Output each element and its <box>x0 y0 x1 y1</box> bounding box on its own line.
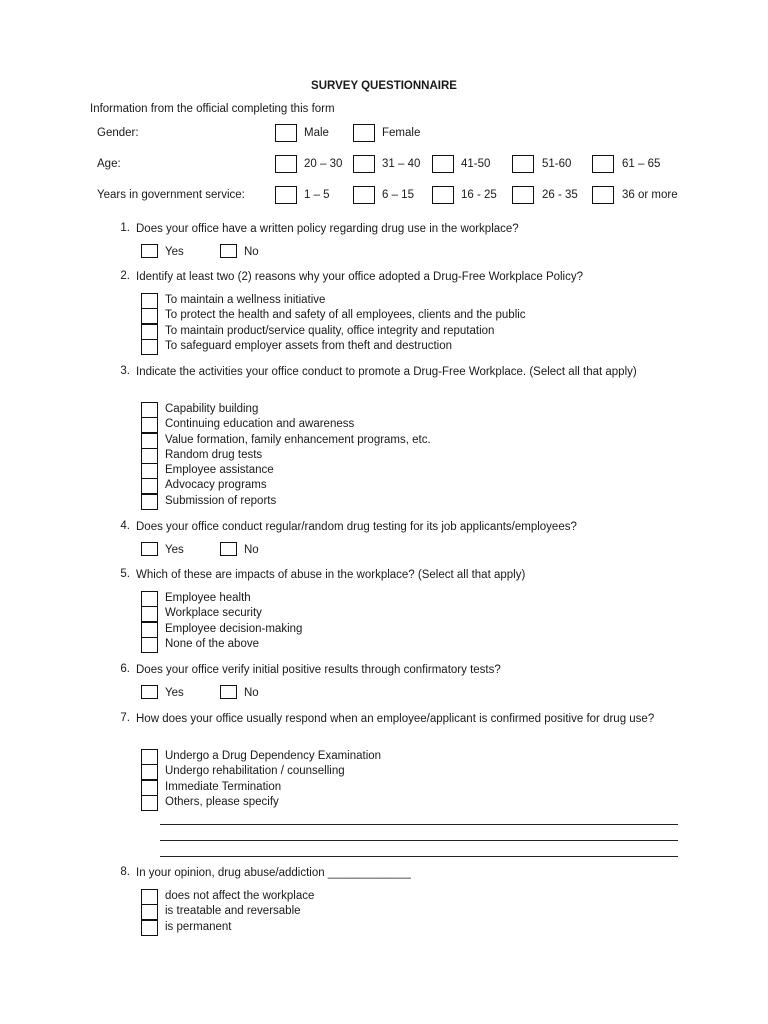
age-option-label: 31 – 40 <box>382 158 421 170</box>
gender-label: Gender: <box>97 127 139 139</box>
option-label: Employee assistance <box>165 464 274 477</box>
option-label: Submission of reports <box>165 494 277 507</box>
option-checkbox[interactable] <box>141 478 158 494</box>
years-option-checkbox[interactable] <box>353 186 375 204</box>
question-text: Indicate the activities your office conduct to promote a Drug-Free Workplace. (Select all that apply) <box>136 366 637 378</box>
years-option-label: 26 - 35 <box>542 189 578 201</box>
option-checkbox[interactable] <box>141 780 158 796</box>
option-checkbox[interactable] <box>141 293 158 309</box>
age-option-checkbox[interactable] <box>512 155 534 173</box>
option-checkbox[interactable] <box>141 433 158 449</box>
option-label: To protect the health and safety of all employees, clients and the public <box>165 309 526 322</box>
option-checkbox[interactable] <box>141 402 158 418</box>
q6-no-label: No <box>244 687 259 699</box>
option-label: Undergo a Drug Dependency Examination <box>165 750 382 762</box>
age-option-checkbox[interactable] <box>592 155 614 173</box>
option-label: is treatable and reversable <box>165 905 301 918</box>
option-label: Workplace security <box>165 607 262 620</box>
option-checkbox[interactable] <box>141 904 158 920</box>
option-label: Value formation, family enhancement programs, etc. <box>165 433 431 446</box>
specify-answer-line[interactable] <box>160 840 678 841</box>
age-option-checkbox[interactable] <box>432 155 454 173</box>
option-checkbox[interactable] <box>141 324 158 340</box>
q1-no-label: No <box>244 246 259 258</box>
option-checkbox[interactable] <box>141 764 158 780</box>
option-checkbox[interactable] <box>141 448 158 464</box>
q1-yes-label: Yes <box>165 246 184 258</box>
option-label: does not affect the workplace <box>165 890 315 902</box>
option-label: Random drug tests <box>165 448 263 461</box>
option-checkbox[interactable] <box>141 889 158 905</box>
question-number: 5. <box>120 568 130 580</box>
years-label: Years in government service: <box>97 189 245 201</box>
q6-no-checkbox[interactable] <box>220 685 237 699</box>
age-option-label: 41-50 <box>461 158 491 170</box>
years-option-label: 6 – 15 <box>382 189 414 201</box>
option-label: Continuing education and awareness <box>165 418 355 431</box>
option-label: Employee decision-making <box>165 622 303 635</box>
option-checkbox[interactable] <box>141 417 158 433</box>
q4-no-label: No <box>244 544 259 556</box>
question-text: Does your office conduct regular/random drug testing for its job applicants/employees? <box>136 521 577 533</box>
age-option-label: 51-60 <box>542 158 572 170</box>
option-label: Advocacy programs <box>165 479 267 492</box>
option-checkbox[interactable] <box>141 920 158 936</box>
specify-answer-line[interactable] <box>160 824 678 825</box>
option-label: To maintain product/service quality, office integrity and reputation <box>165 324 495 337</box>
intro-text: Information from the official completing this form <box>90 103 335 115</box>
question-text: Identify at least two (2) reasons why your office adopted a Drug-Free Workplace Policy? <box>136 271 584 283</box>
gender-male-label: Male <box>304 127 329 139</box>
option-label: To maintain a wellness initiative <box>165 294 326 306</box>
option-label: Others, please specify <box>165 795 279 808</box>
question-number: 8. <box>120 866 130 878</box>
question-number: 1. <box>120 222 130 234</box>
q6-yes-checkbox[interactable] <box>141 685 158 699</box>
option-label: None of the above <box>165 637 259 650</box>
gender-female-checkbox[interactable] <box>353 124 375 142</box>
option-checkbox[interactable] <box>141 339 158 355</box>
option-label: is permanent <box>165 920 232 933</box>
option-label: Immediate Termination <box>165 780 282 793</box>
option-checkbox[interactable] <box>141 622 158 638</box>
years-option-label: 16 - 25 <box>461 189 497 201</box>
question-number: 3. <box>120 365 130 377</box>
age-option-label: 61 – 65 <box>622 158 661 170</box>
option-checkbox[interactable] <box>141 308 158 324</box>
age-option-checkbox[interactable] <box>275 155 297 173</box>
question-number: 6. <box>120 663 130 675</box>
option-checkbox[interactable] <box>141 637 158 653</box>
years-option-checkbox[interactable] <box>275 186 297 204</box>
option-checkbox[interactable] <box>141 494 158 510</box>
years-option-checkbox[interactable] <box>432 186 454 204</box>
years-option-label: 36 or more <box>622 189 678 201</box>
question-number: 4. <box>120 520 130 532</box>
specify-answer-line[interactable] <box>160 856 678 857</box>
q4-yes-label: Yes <box>165 544 184 556</box>
question-text: In your opinion, drug abuse/addiction _____________ <box>136 867 411 879</box>
question-text: Which of these are impacts of abuse in the workplace? (Select all that apply) <box>136 569 526 581</box>
question-text: Does your office verify initial positive results through confirmatory tests? <box>136 664 501 676</box>
years-option-label: 1 – 5 <box>304 189 330 201</box>
age-option-checkbox[interactable] <box>353 155 375 173</box>
gender-male-checkbox[interactable] <box>275 124 297 142</box>
years-option-checkbox[interactable] <box>592 186 614 204</box>
option-checkbox[interactable] <box>141 795 158 811</box>
question-text: Does your office have a written policy regarding drug use in the workplace? <box>136 223 519 235</box>
option-checkbox[interactable] <box>141 606 158 622</box>
page-title: SURVEY QUESTIONNAIRE <box>311 80 457 92</box>
age-label: Age: <box>97 158 121 170</box>
option-checkbox[interactable] <box>141 591 158 607</box>
option-checkbox[interactable] <box>141 749 158 765</box>
q1-no-checkbox[interactable] <box>220 244 237 258</box>
q4-yes-checkbox[interactable] <box>141 542 158 556</box>
question-number: 7. <box>120 712 130 724</box>
gender-female-label: Female <box>382 127 421 139</box>
years-option-checkbox[interactable] <box>512 186 534 204</box>
option-label: Employee health <box>165 592 251 604</box>
option-label: To safeguard employer assets from theft and destruction <box>165 339 453 352</box>
q6-yes-label: Yes <box>165 687 184 699</box>
q1-yes-checkbox[interactable] <box>141 244 158 258</box>
option-label: Undergo rehabilitation / counselling <box>165 765 345 778</box>
option-checkbox[interactable] <box>141 463 158 479</box>
question-text: How does your office usually respond when an employee/applicant is confirmed positive for drug use? <box>136 713 655 725</box>
option-label: Capability building <box>165 403 259 415</box>
question-number: 2. <box>120 270 130 282</box>
age-option-label: 20 – 30 <box>304 158 343 170</box>
q4-no-checkbox[interactable] <box>220 542 237 556</box>
